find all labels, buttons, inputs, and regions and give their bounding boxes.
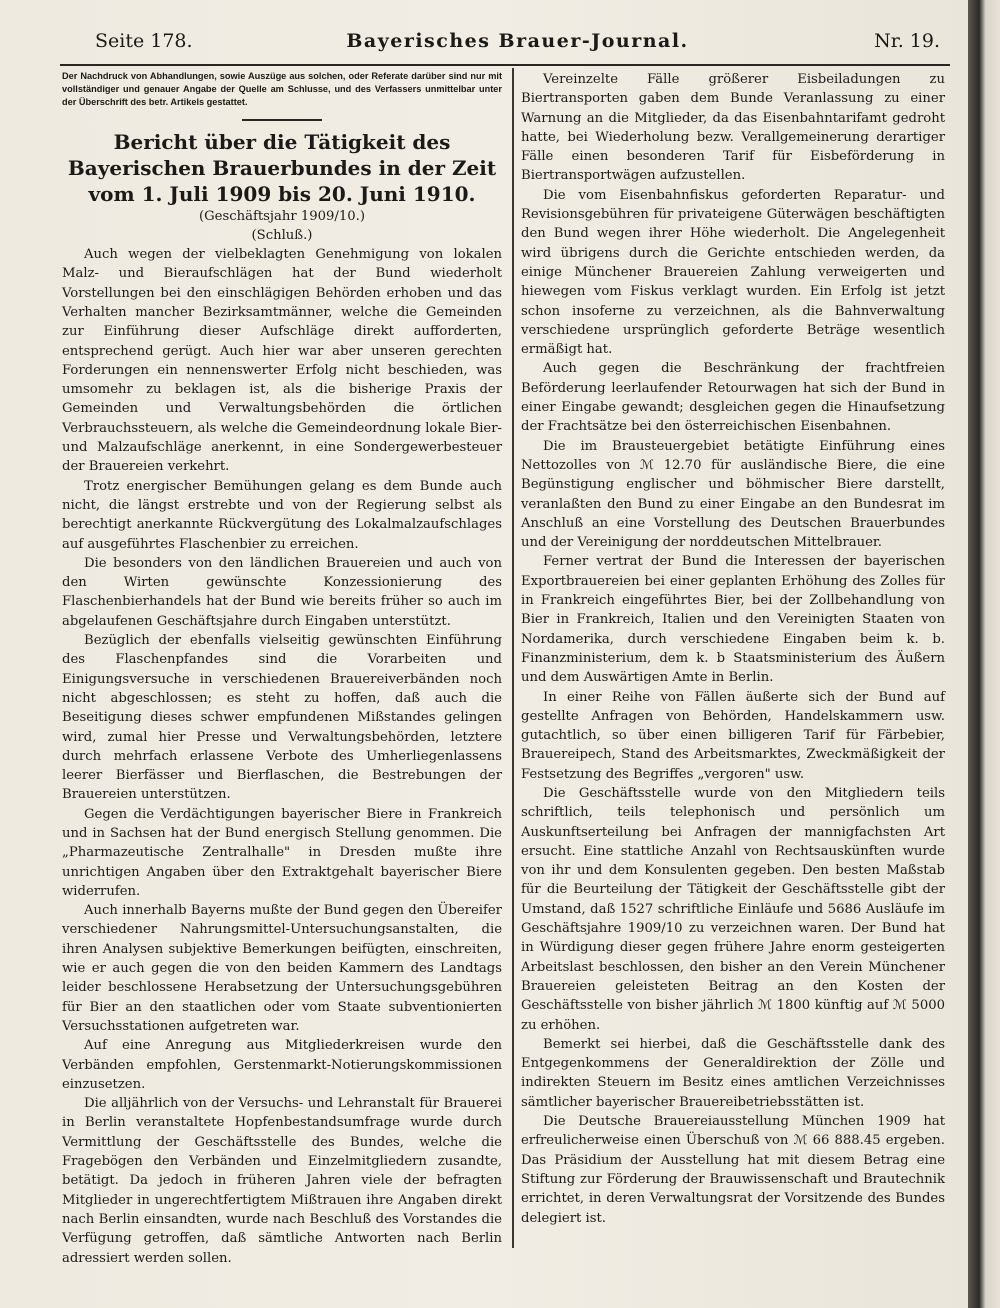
paragraph: Auf eine Anregung aus Mitgliederkreisen wurde den Verbänden empfohlen, Gerstenmarkt-Notierungskommissionen einzusetzen.: [62, 1038, 502, 1092]
paragraph: Die vom Eisenbahnfiskus geforderten Reparatur- und Revisionsgebühren für privateigene Güterwägen beschäftigten den Bund wegen ihrer Höhe wiederholt. Die Angelegenheit wird übrigens durch die Gerichte entschieden werden, da einige Münchener Brauereien Zahlung verweigerten und hiewegen vom Fiskus verklagt wurden. Ein Erfolg ist jetzt schon insoferne zu verzeichnen, als die Bahnverwaltung verschiedene ursprünglich geforderte Beträge wesentlich ermäßigt hat.: [521, 187, 945, 358]
page-header: [95, 30, 940, 58]
paragraph: Auch innerhalb Bayerns mußte der Bund gegen den Übereifer verschiedener Nahrungsmittel-Untersuchungsanstalten, die ihren Analysen subjektive Bemerkungen beifügten, einschreiten, wie er auch gegen die von den beiden Kammern des Landtags leider beschlossene Herabsetzung der Untersuchungsgebühren für Bier an den staatlichen oder vom Staate subventionierten Versuchsstationen aufgetreten war.: [62, 903, 502, 1034]
paragraph: Die Deutsche Brauereiausstellung München 1909 hat erfreulicherweise einen Überschuß von ℳ 66 888.45 ergeben. Das Präsidium der Ausstellung hat mit diesem Betrag eine Stiftung zur Förderung der Brauwissenschaft und Brautechnik errichtet, in deren Verwaltungsrat der Vorsitzende des Bundes delegiert ist.: [521, 1114, 945, 1226]
paragraph: Die im Brausteuergebiet betätigte Einführung eines Nettozolles von ℳ 12.70 für ausländische Biere, die eine Begünstigung englischer und böhmischer Biere darstellt, veranlaßten den Bund zu einer Eingabe an den Bundesrat im Anschluß an eine Vorstellung des Deutschen Brauerbundes und der Vereinigung der norddeutschen Mittelbrauer.: [521, 438, 945, 551]
paragraph: In einer Reihe von Fällen äußerte sich der Bund auf gestellte Anfragen von Behörden, Handelskammern usw. gutachtlich, so über einen billigeren Tarif für Färbebier, Brauereipech, Stand des Arbeitsmarktes, Zweckmäßigkeit der Festsetzung des Begriffes „vergoren" usw.: [521, 689, 945, 782]
title-rule: [242, 119, 322, 121]
paragraph: Bezüglich der ebenfalls vielseitig gewünschten Einführung des Flaschenpfandes sind die Vorarbeiten und Einigungsversuche in verschiedenen Brauereiverbänden noch nicht abgeschlossen; es steht zu hoffen, daß auch die Beseitigung dieses schwer empfundenen Mißstandes gelingen wird, zumal hier Presse und Verwaltungsbehörden, letztere durch mehrfach erlassene Verbote des Umherliegenlassens leerer Bierfässer und Bierflaschen, die Bestrebungen der Brauereien unterstützen.: [62, 633, 502, 803]
paragraph: Auch gegen die Beschränkung der frachtfreien Beförderung leerlaufender Retourwagen hat sich der Bund in einer Eingabe gewandt; desgleichen gegen die Hinaufsetzung der Frachtsätze bei den österreichischen Eisenbahnen.: [521, 361, 945, 435]
page-number: Seite 178.: [95, 30, 193, 52]
right-column: [521, 70, 945, 1228]
continuation-mark: (Schluß.): [251, 227, 313, 243]
paragraph: Die alljährlich von der Versuchs- und Lehranstalt für Brauerei in Berlin veranstaltete Hopfenbestandsumfrage wurde durch Vermittlung der Geschäftsstelle des Bundes, welche die Fragebögen den Verbänden und Einzelmitgliedern zusandte, betätigt. Da jedoch in früheren Jahren viele der befragten Mitglieder in ungerechtfertigtem Mißtrauen ihre Angaben direkt nach Berlin einsandten, wurde nach Beschluß des Vorstandes die Verfügung getroffen, daß sämtliche Antworten nach Berlin adressiert werden sollen.: [62, 1096, 502, 1266]
paragraph: Vereinzelte Fälle größerer Eisbeiladungen zu Biertransporten gaben dem Bunde Veranlassung zu einer Warnung an die Mitglieder, da das Eisenbahntarifamt gedroht hatte, bei Wiederholung bezw. Verallgemeinerung derartiger Fälle einen besonderen Tarif für Eisbeförderung in Biertransportwägen aufzustellen.: [521, 72, 945, 184]
binding-edge: [968, 0, 1000, 1308]
paragraph: Bemerkt sei hierbei, daß die Geschäftsstelle dank des Entgegenkommens der Generaldirektion der Zölle und indirekten Steuern im Besitz eines amtlichen Verzeichnisses sämtlicher bayerischer Brauereibetriebsstätten ist.: [521, 1036, 945, 1110]
paragraph: Trotz energischer Bemühungen gelang es dem Bunde auch nicht, die längst erstrebte und von der Regierung selbst als berechtigt anerkannte Rückvergütung des Lokalmalzaufschlages auf ausgeführtes Flaschenbier zu erreichen.: [62, 478, 502, 552]
column-divider: [512, 68, 514, 1248]
journal-title: Bayerisches Brauer-Journal.: [346, 30, 689, 52]
article-subtitle: (Geschäftsjahr 1909/10.): [198, 208, 365, 224]
article-title: Bericht über die Tätigkeit des Bayerischen Brauerbundes in der Zeit vom 1. Juli 1909 bis 20. Juni 1910.: [67, 129, 497, 206]
reprint-note: Der Nachdruck von Abhandlungen, sowie Auszüge aus solchen, oder Referate darüber sind nur mit vollständiger und genauer Angabe der Quelle am Schlusse, und des Verfassers unmittelbar unter der Überschrift des betr. Artikels gestattet.: [62, 71, 502, 107]
left-column: [62, 70, 502, 1268]
header-rule: [60, 64, 950, 66]
paragraph: Die besonders von den ländlichen Brauereien und auch von den Wirten gewünschte Konzessionierung des Flaschenbierhandels hat der Bund wie bereits früher so auch im abgelaufenen Geschäftsjahre durch Eingaben unterstützt.: [62, 555, 502, 629]
issue-number: Nr. 19.: [874, 30, 940, 52]
paragraph: Die Geschäftsstelle wurde von den Mitgliedern teils schriftlich, teils telephonisch und persönlich um Auskunftserteilung bei Anfragen der mannigfachsten Art ersucht. Eine stattliche Anzahl von Rechtsauskünften wurde von ihr und dem Konsulenten gegeben. Den besten Maßstab für die Beurteilung der Tätigkeit der Geschäftsstelle gibt der Umstand, daß 1527 schriftliche Einläufe und 5686 Ausläufe im Geschäftsjahre 1909/10 zu verzeichnen waren. Der Bund hat in Würdigung dieser gegen frühere Jahre enorm gesteigerten Arbeitslast beschlossen, den bisher an den Verein Münchener Brauereien geleisteten Beitrag an den Kosten der Geschäftsstelle von bisher jährlich ℳ 1800 künftig auf ℳ 5000 zu erhöhen.: [521, 785, 945, 1033]
paragraph: Auch wegen der vielbeklagten Genehmigung von lokalen Malz- und Bieraufschlägen hat der Bund wiederholt Vorstellungen bei den einschlägigen Behörden erhoben und das Verhalten mancher Bezirksamtmänner, welche die Gemeinden zur Einführung dieser Aufschläge direkt aufforderten, entsprechend gerügt. Auch hier war aber unseren gerechten Forderungen ein nennenswerter Erfolg nicht beschieden, was umsomehr zu beklagen ist, als die bisherige Praxis der Gemeinden und Verwaltungsbehörden die örtlichen Verbrauchssteuern, als welche die Gemeindeordnung lokale Bier- und Malzaufschläge anerkennt, in eine Sondergewerbesteuer der Brauereien verkehrt.: [62, 247, 502, 475]
paragraph: Ferner vertrat der Bund die Interessen der bayerischen Exportbrauereien bei einer geplanten Erhöhung des Zolles für in Frankreich eingeführtes Bier, bei der Zollbehandlung von Bier in Frankreich, Italien und den Vereinigten Staaten von Nordamerika, durch verschiedene Eingaben beim k. b. Finanzministerium, dem k. b Staatsministerium des Äußern und dem Auswärtigen Amte in Berlin.: [521, 554, 945, 686]
paragraph: Gegen die Verdächtigungen bayerischer Biere in Frankreich und in Sachsen hat der Bund energisch Stellung genommen. Die „Pharmazeutische Zentralhalle" in Dresden mußte ihre unrichtigen Angaben über den Extraktgehalt bayerischer Biere widerrufen.: [62, 806, 502, 899]
